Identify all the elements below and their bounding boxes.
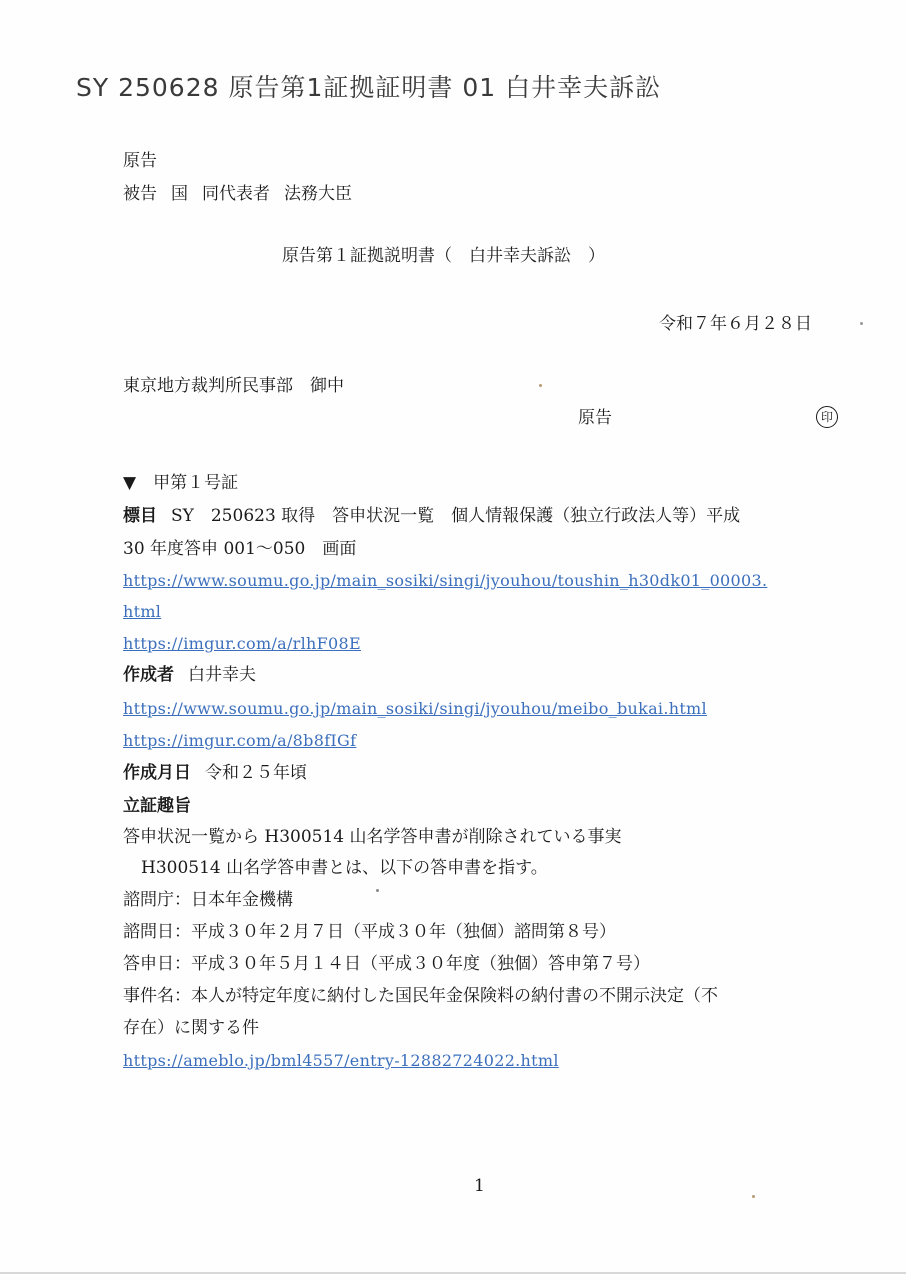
- created-line: [123, 762, 307, 784]
- purpose-label: 立証趣旨: [123, 796, 191, 816]
- purpose-line: H300514 山名学答申書とは、以下の答申書を指す。: [141, 858, 548, 878]
- scan-speck: [376, 889, 379, 892]
- scan-speck: [752, 1195, 755, 1198]
- page-number: 1: [474, 1176, 485, 1196]
- defendant-label: 被告: [123, 184, 157, 204]
- court-addressee: 東京地方裁判所民事部 御中: [123, 376, 344, 396]
- url-link-3[interactable]: https://www.soumu.go.jp/main_sosiki/singi/jyouhou/meibo_bukai.html: [123, 699, 707, 718]
- title-line-1: [123, 505, 740, 527]
- plaintiff-line: 原告: [123, 151, 157, 171]
- author-name: 白井幸夫: [188, 665, 256, 685]
- purpose-line: 諮問庁：日本年金機構: [123, 890, 293, 910]
- scan-speck: [860, 322, 863, 325]
- purpose-line: 答申日：平成３０年５月１４日（平成３０年度（独個）答申第７号）: [123, 954, 650, 974]
- handwritten-header: SY 250628 原告第1証拠証明書 01 白井幸夫訴訟: [76, 73, 662, 102]
- purpose-line: 存在）に関する件: [123, 1018, 259, 1038]
- representative-label: 同代表者: [202, 184, 270, 204]
- representative: 法務大臣: [284, 184, 352, 204]
- title-label: 標目: [123, 506, 157, 526]
- defendant-line: [123, 183, 352, 205]
- document-title: 原告第１証拠説明書（ 白井幸夫訴訟 ）: [282, 246, 605, 266]
- title-text-1: SY 250623 取得 答申状況一覧 個人情報保護（独立行政法人等）平成: [171, 506, 741, 526]
- author-label: 作成者: [123, 665, 174, 685]
- url-link-1b[interactable]: html: [123, 602, 162, 621]
- title-line-2: 30 年度答申 001～050 画面: [123, 539, 357, 559]
- signature-label: 原告: [578, 408, 612, 428]
- scan-speck: [539, 384, 542, 387]
- url-link-5[interactable]: https://ameblo.jp/bml4557/entry-12882724022.html: [123, 1051, 559, 1070]
- scan-edge: [0, 1272, 906, 1274]
- url-link-2[interactable]: https://imgur.com/a/rlhF08E: [123, 634, 361, 653]
- url-link-1a[interactable]: https://www.soumu.go.jp/main_sosiki/singi/jyouhou/toushin_h30dk01_00003.: [123, 571, 768, 590]
- purpose-line: 答申状況一覧から H300514 山名学答申書が削除されている事実: [123, 827, 622, 847]
- url-link-4[interactable]: https://imgur.com/a/8b8fIGf: [123, 731, 357, 750]
- created-label: 作成月日: [123, 763, 191, 783]
- evidence-heading: ▼ 甲第１号証: [123, 473, 239, 493]
- purpose-line: 事件名：本人が特定年度に納付した国民年金保険料の納付書の不開示決定（不: [123, 986, 718, 1006]
- author-line: [123, 664, 256, 686]
- purpose-line: 諮問日：平成３０年２月７日（平成３０年（独個）諮問第８号）: [123, 922, 616, 942]
- defendant-country: 国: [171, 184, 188, 204]
- created-date: 令和２５年頃: [205, 763, 307, 783]
- document-date: 令和７年６月２８日: [659, 314, 812, 334]
- seal-mark: 印: [816, 406, 838, 428]
